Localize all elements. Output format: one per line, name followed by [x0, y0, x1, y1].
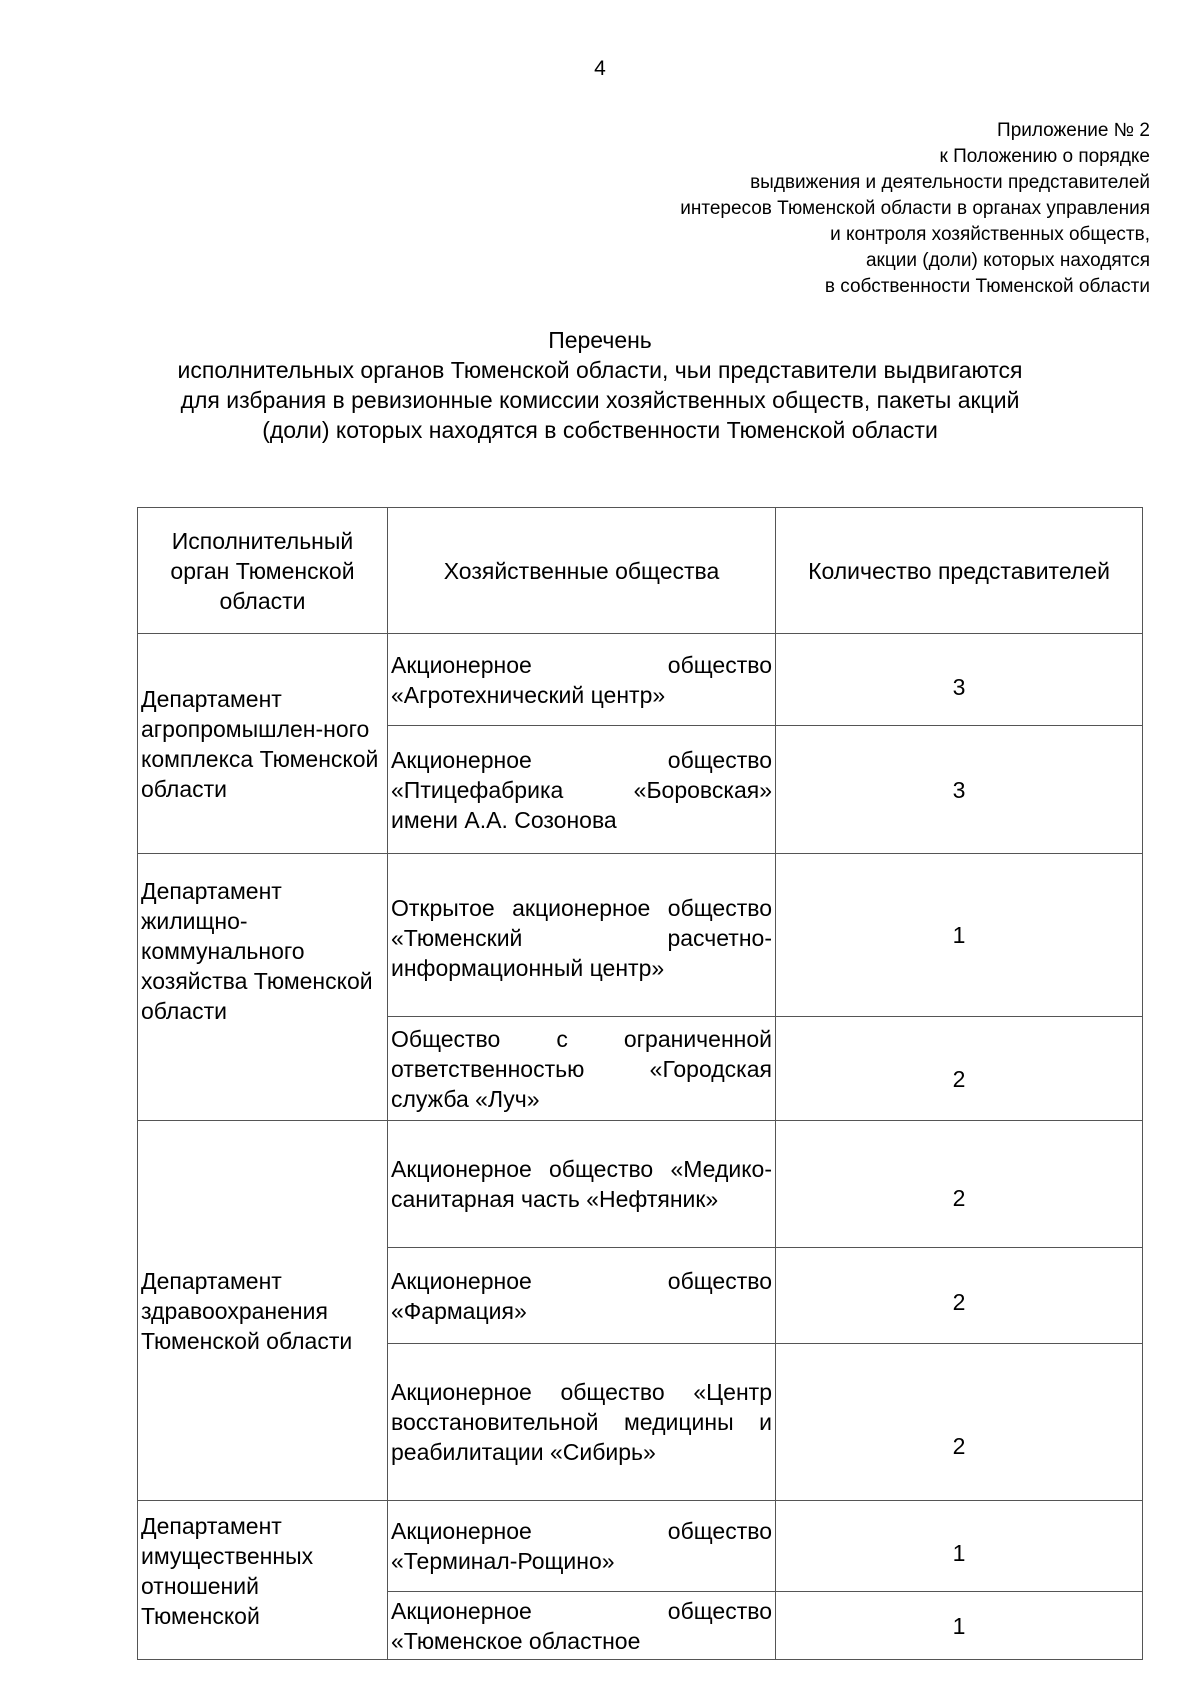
count-cell — [776, 1248, 1143, 1344]
count-cell — [776, 634, 1143, 726]
title-line: для избрания в ревизионные комиссии хозяйственных обществ, пакеты акций — [180, 387, 1020, 413]
table-row — [138, 1501, 1143, 1592]
org-cell: Департамент агропромышлен-ного комплекса Тюменской области — [138, 634, 388, 854]
organs-table — [137, 507, 1143, 1660]
page-number: 4 — [594, 57, 606, 80]
company-cell: Акционерное общество «Фармация» — [388, 1248, 776, 1344]
count-value: 2 — [952, 1185, 966, 1211]
count-value: 1 — [952, 1540, 966, 1566]
header-org: Исполнительный орган Тюменской области — [138, 508, 388, 634]
count-cell — [776, 1344, 1143, 1501]
appendix-line: и контроля хозяйственных обществ, — [830, 224, 1150, 245]
title-line: исполнительных органов Тюменской области, чьи представители выдвигаются — [177, 357, 1023, 383]
title-line: (доли) которых находятся в собственности Тюменской области — [262, 417, 938, 443]
document-title — [0, 325, 1200, 445]
count-value: 3 — [952, 776, 966, 803]
appendix-note — [530, 118, 1150, 300]
company-cell: Открытое акционерное общество «Тюменский расчетно-информационный центр» — [388, 854, 776, 1017]
company-cell: Акционерное общество «Агротехнический центр» — [388, 634, 776, 726]
count-cell — [776, 1121, 1143, 1248]
title-line: Перечень — [548, 327, 652, 353]
appendix-line: акции (доли) которых находятся — [865, 250, 1150, 271]
count-cell — [776, 726, 1143, 854]
header-count: Количество представителей — [776, 508, 1143, 634]
appendix-line: в собственности Тюменской области — [824, 276, 1150, 297]
appendix-line: интересов Тюменской области в органах управления — [680, 198, 1150, 219]
company-cell: Акционерное общество «Птицефабрика «Боровская» имени А.А. Созонова — [388, 726, 776, 854]
count-value: 2 — [952, 1289, 966, 1315]
org-cell: Департамент здравоохранения Тюменской области — [138, 1121, 388, 1501]
count-value: 2 — [952, 1065, 966, 1092]
table-row — [138, 854, 1143, 1017]
count-value: 1 — [952, 922, 966, 948]
company-cell: Акционерное общество «Тюменское областное — [388, 1592, 776, 1660]
appendix-line: к Положению о порядке — [939, 146, 1150, 167]
org-cell: Департамент жилищно-коммунального хозяйства Тюменской области — [138, 854, 388, 1121]
company-cell: Акционерное общество «Центр восстановительной медицины и реабилитации «Сибирь» — [388, 1344, 776, 1501]
table-row — [138, 1121, 1143, 1248]
count-value: 1 — [952, 1612, 966, 1639]
count-cell — [776, 854, 1143, 1017]
appendix-line: Приложение № 2 — [997, 120, 1150, 141]
appendix-line: выдвижения и деятельности представителей — [750, 172, 1150, 193]
company-cell: Акционерное общество «Терминал-Рощино» — [388, 1501, 776, 1592]
count-cell — [776, 1592, 1143, 1660]
header-companies: Хозяйственные общества — [388, 508, 776, 634]
count-cell — [776, 1501, 1143, 1592]
company-cell: Акционерное общество «Медико-санитарная часть «Нефтяник» — [388, 1121, 776, 1248]
table-row — [138, 634, 1143, 726]
count-value: 3 — [952, 674, 966, 700]
company-cell: Общество с ограниченной ответственностью «Городская служба «Луч» — [388, 1017, 776, 1121]
count-cell — [776, 1017, 1143, 1121]
count-value: 2 — [952, 1433, 966, 1459]
org-cell: Департамент имущественных отношений Тюменской — [138, 1501, 388, 1660]
table-header-row — [138, 508, 1143, 634]
